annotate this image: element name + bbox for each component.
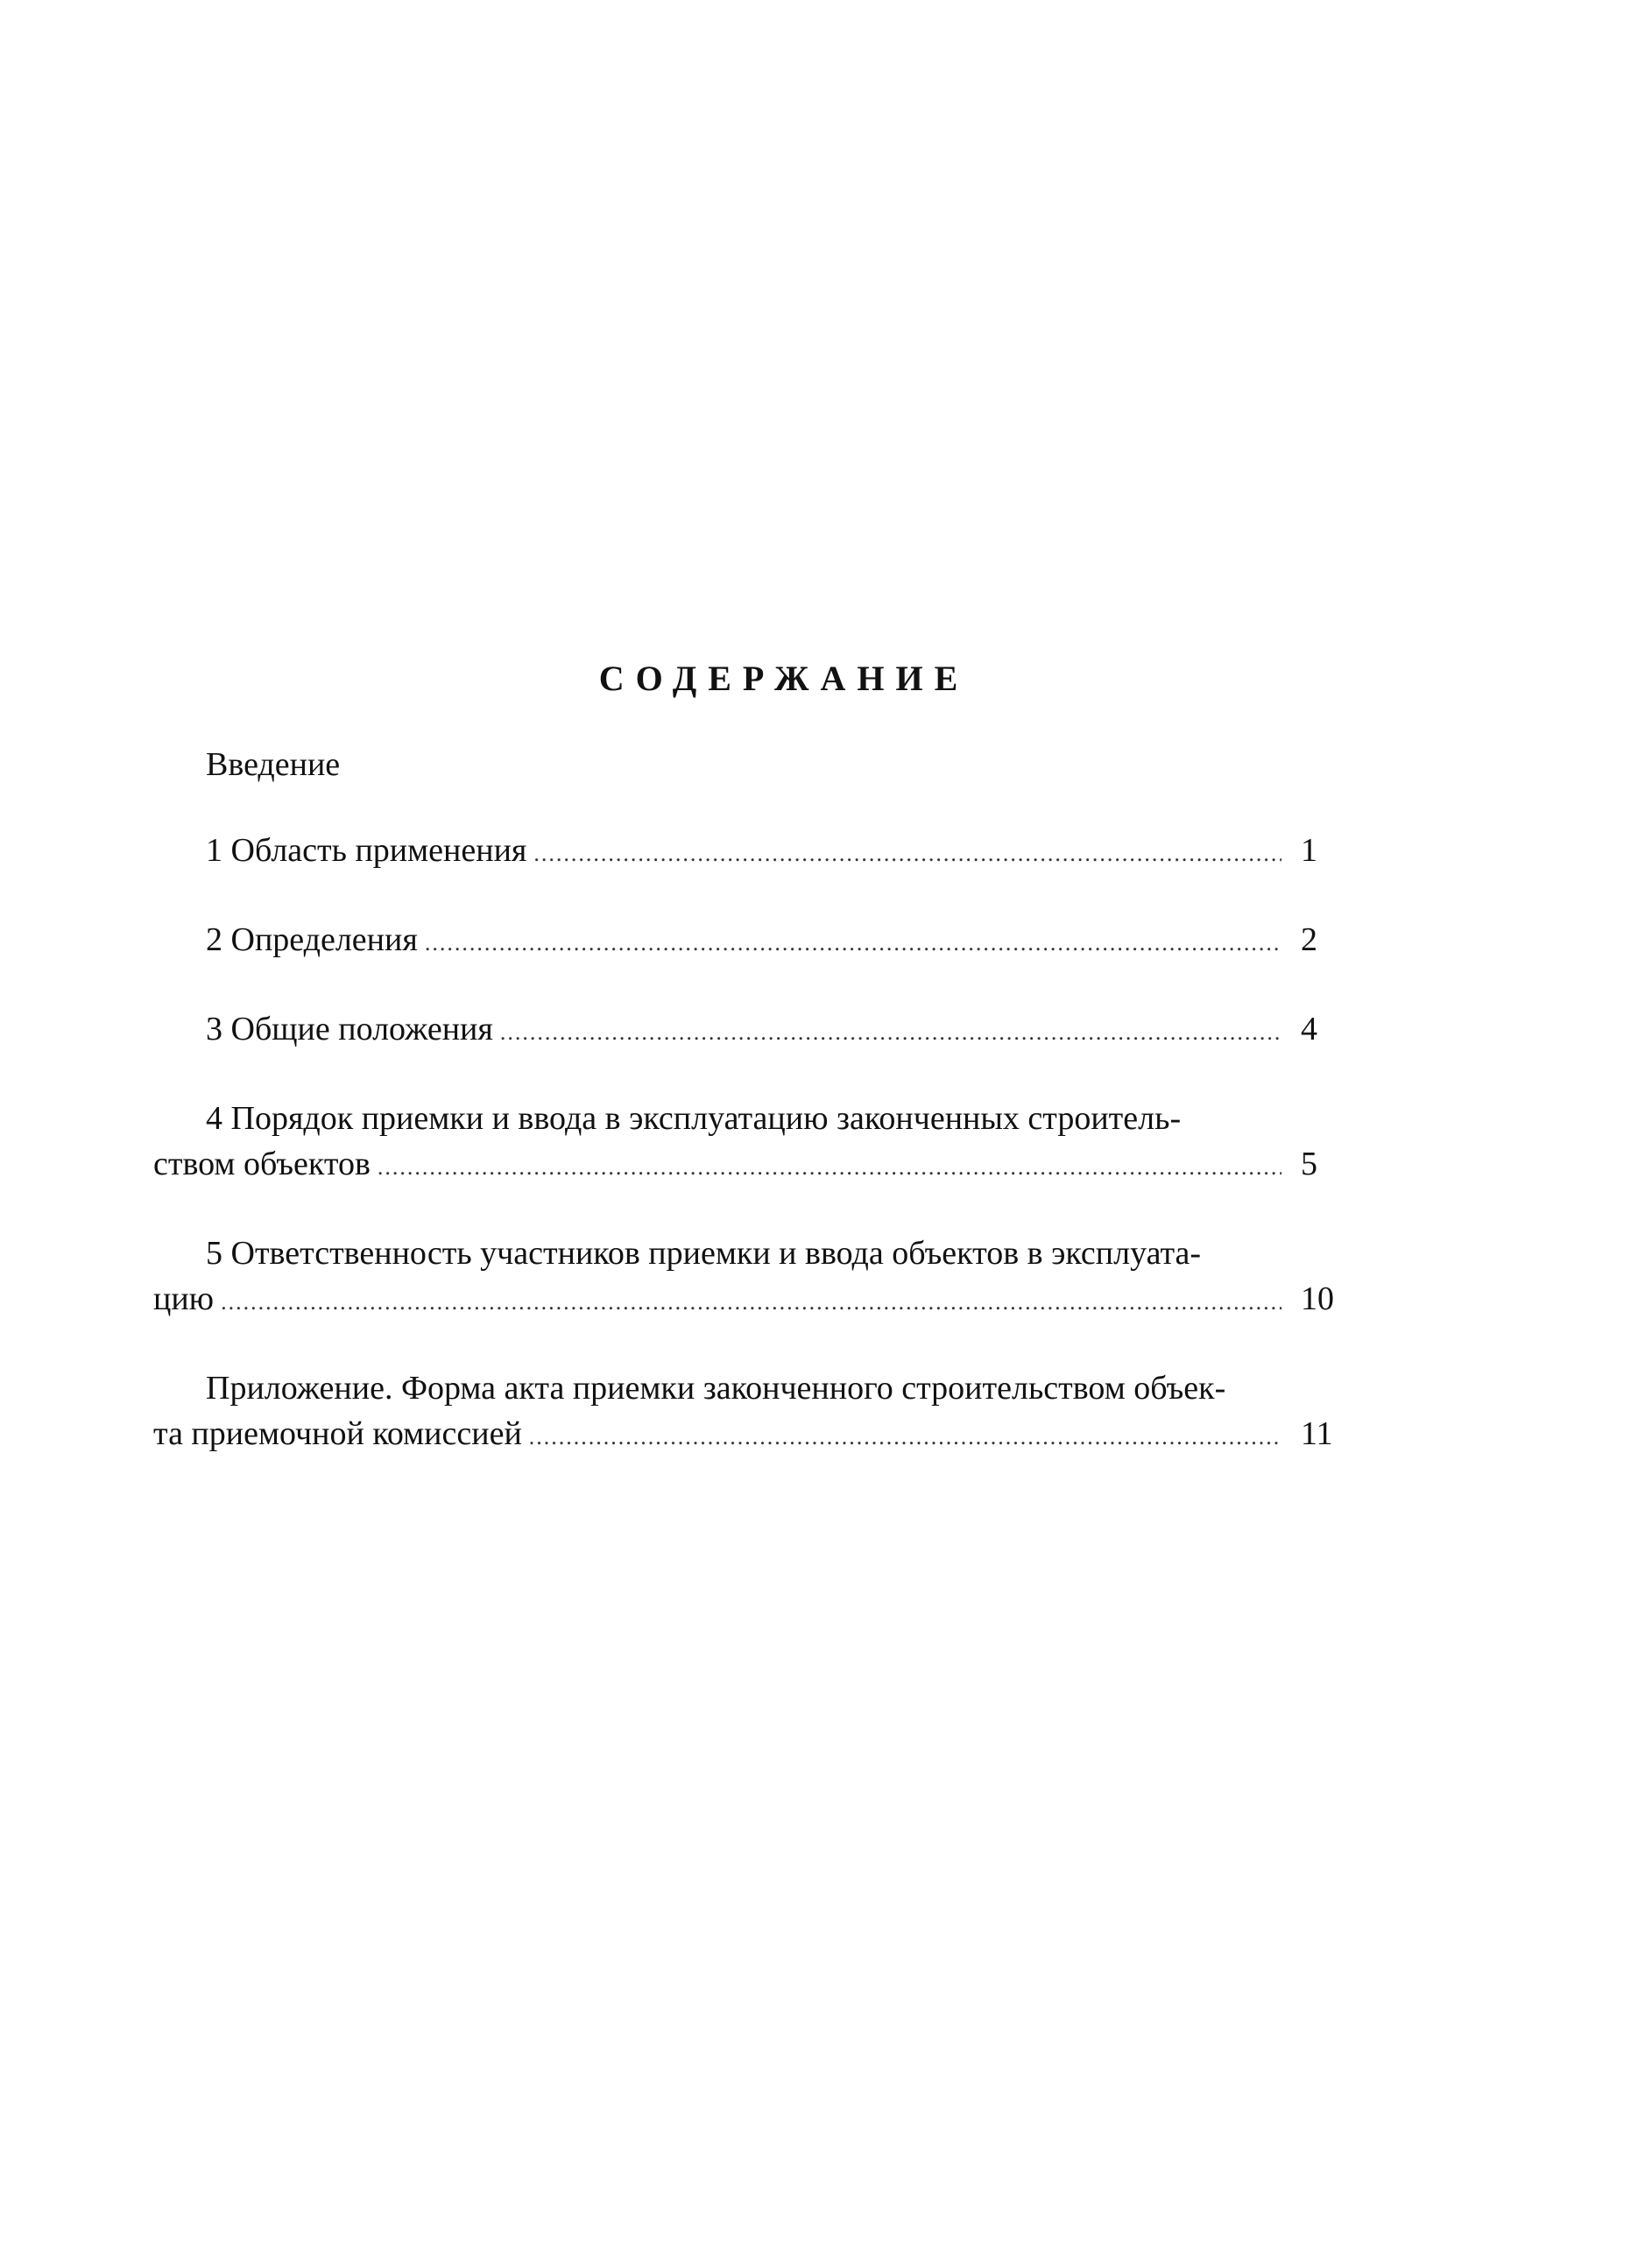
toc-entry-text: 3 Общие положения [206,1011,493,1047]
toc-entry[interactable] [153,917,1353,966]
toc-intro: Введение [206,746,341,783]
toc-entry-text: цию [153,1280,215,1317]
toc-entry-line [153,1006,1353,1055]
dot-leader [378,1145,1281,1190]
toc-entry-line [153,828,1353,877]
toc-entry-line [153,1365,1353,1411]
toc-entry-text: та приемочной комиссией [153,1415,522,1452]
toc-entry-line [153,1276,1353,1325]
toc-page-number: 1 [1301,832,1317,869]
toc-entry-text: 4 Порядок приемки и ввода в эксплуатацию законченных строитель- [206,1100,1182,1137]
toc-entry-text: ством объектов [153,1146,371,1182]
toc-page-number: 5 [1301,1146,1317,1182]
dot-leader [221,1280,1281,1325]
toc-page-number: 10 [1301,1280,1334,1317]
toc-entry[interactable] [153,1365,1353,1460]
dot-leader [425,920,1281,966]
table-of-contents [153,652,1353,1500]
toc-entry[interactable] [153,828,1353,877]
dot-leader [500,1010,1281,1055]
toc-entry-line [153,1231,1353,1276]
toc-title: СОДЕРЖАНИЕ [598,659,970,698]
toc-entry-line [153,1141,1353,1190]
toc-page-number: 11 [1301,1415,1333,1452]
toc-page-number: 2 [1301,921,1317,958]
toc-entry-text: Приложение. Форма акта приемки законченного строительством объек- [206,1370,1226,1407]
toc-entry-text: 1 Область применения [206,832,527,869]
dot-leader [529,1414,1281,1460]
toc-entry-text: 5 Ответственность участников приемки и ввода объектов в эксплуата- [206,1235,1202,1272]
dot-leader [533,831,1281,877]
toc-entry-line [153,1096,1353,1141]
toc-entry-line [153,917,1353,966]
toc-page-number: 4 [1301,1011,1317,1047]
toc-entry[interactable] [153,1006,1353,1055]
toc-entry[interactable] [153,1096,1353,1190]
toc-entry-line [153,1411,1353,1460]
toc-entry-text: 2 Определения [206,921,418,958]
toc-entry[interactable] [153,1231,1353,1325]
